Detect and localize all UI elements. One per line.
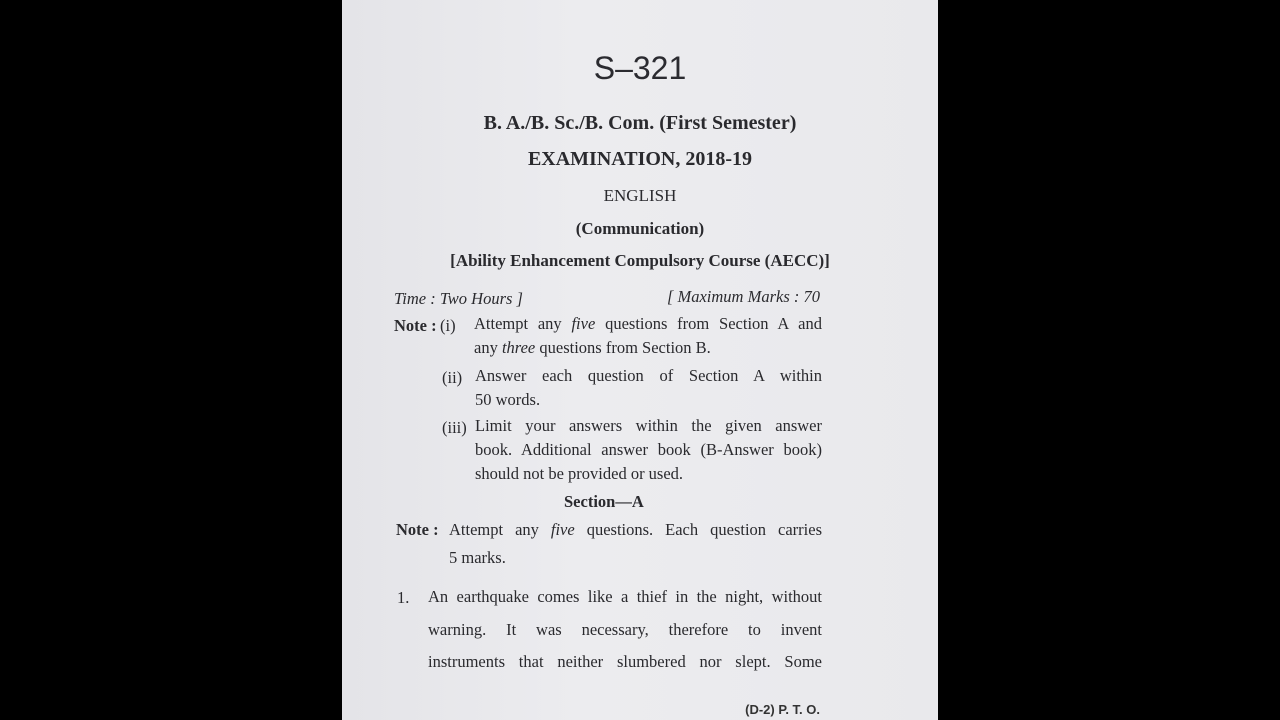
course-line: B. A./B. Sc./B. Com. (First Semester): [483, 112, 797, 134]
section-note-text: Attempt any five questions. Each question carries 5 marks.: [449, 520, 822, 567]
exam-line: EXAMINATION, 2018-19: [527, 148, 753, 170]
note-ii-number: (ii): [442, 368, 463, 387]
course-type-line: [Ability Enhancement Compulsory Course (AECC)]: [450, 251, 830, 270]
note-iii-number: (iii): [442, 418, 467, 437]
subtitle-line: (Communication): [575, 219, 705, 238]
max-marks-label: [ Maximum Marks : 70: [666, 287, 820, 306]
time-label: Time : Two Hours ]: [394, 289, 523, 308]
note-i-number: (i): [440, 316, 456, 335]
page-footer: (D-2) P. T. O.: [745, 702, 820, 717]
exam-paper-page: [342, 0, 938, 720]
note-ii-text: Answer each question of Section A within 50 words.: [475, 366, 822, 409]
section-note-label: Note :: [396, 520, 439, 539]
section-heading: Section—A: [564, 492, 644, 511]
question-number: 1.: [397, 588, 410, 607]
note-i-text: Attempt any five questions from Section A and any three questions from Section B.: [474, 314, 822, 357]
note-iii-text: Limit your answers within the given answer book. Additional answer book (B-Answer book) should not be provided or used.: [475, 416, 822, 483]
subject-line: ENGLISH: [603, 186, 677, 205]
paper-code: S–321: [593, 50, 687, 86]
question-1-text: An earthquake comes like a thief in the night, without warning. It was necessary, therefore to invent instruments that neither slumbered nor slept. Some: [428, 587, 822, 671]
note-label: Note :: [394, 316, 437, 335]
